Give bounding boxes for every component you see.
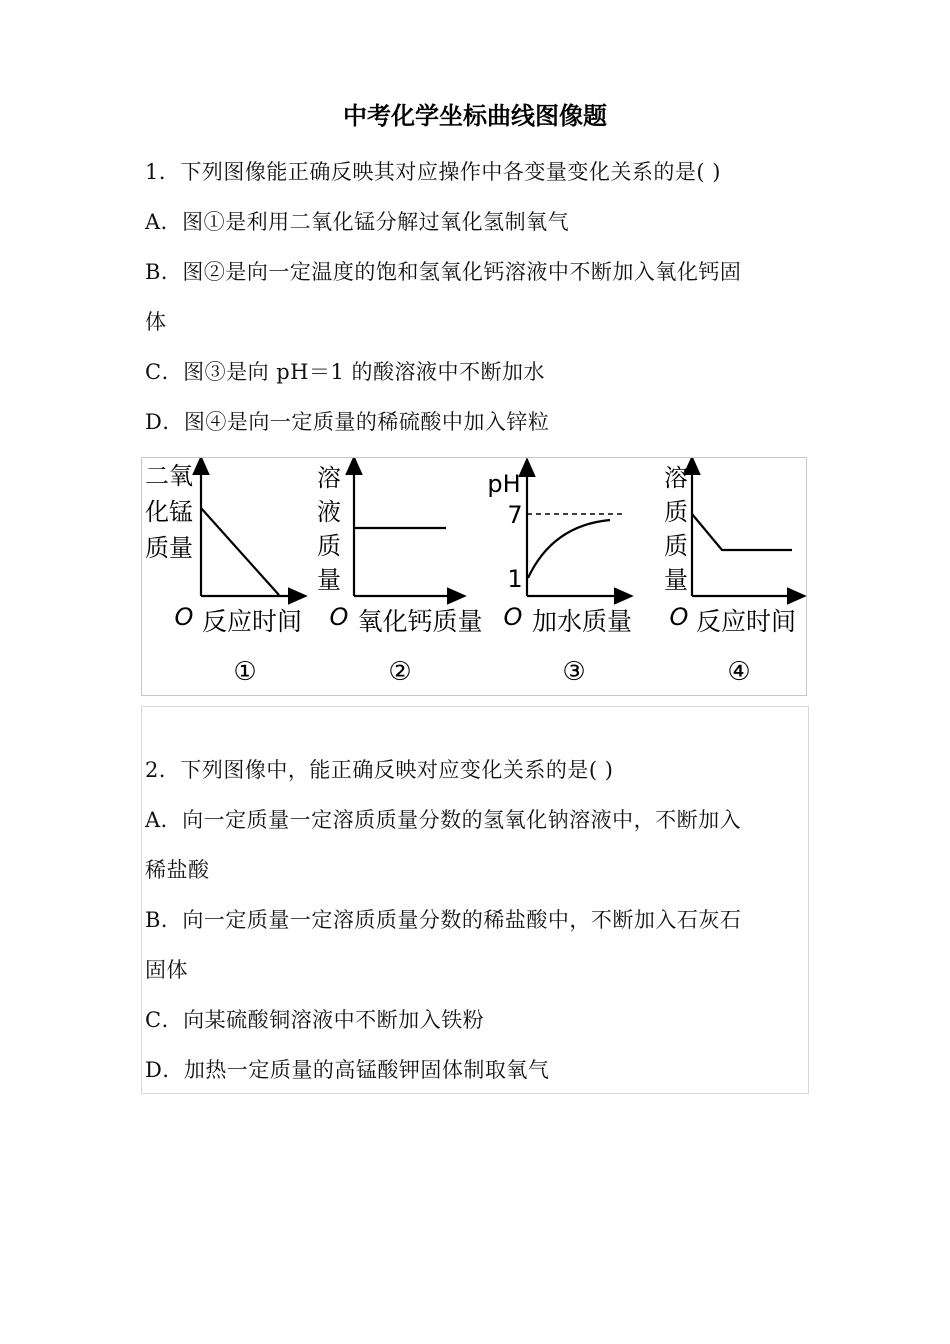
graph-1-xlabel: 反应时间 [201,607,303,636]
graph-1-origin: O [174,603,194,631]
q2-option-b: B．向一定质量一定溶质质量分数的稀盐酸中，不断加入石灰石 [145,908,742,932]
q2-option-c: C．向某硫酸铜溶液中不断加入铁粉 [145,1008,485,1032]
q2-option-a: A．向一定质量一定溶质质量分数的氢氧化钠溶液中，不断加入 [145,808,742,832]
graph-1-number: ① [233,657,257,687]
graph-2-ylabel-2: 液 [317,498,341,526]
graph-1 [145,462,302,687]
graph-1-curve [201,508,279,595]
graph-3-tick-7: 7 [507,501,523,529]
graph-2-ylabel-3: 质 [317,532,341,560]
q1-figures-svg [142,458,808,697]
graph-2-number: ② [388,657,412,687]
graph-3-tick-1: 1 [507,565,523,593]
q1-figures [141,457,807,696]
page-title: 中考化学坐标曲线图像题 [343,102,607,130]
graph-1-ylabel-2: 化锰 [145,498,193,526]
graph-3 [487,466,632,687]
q2-option-a-cont: 稀盐酸 [145,858,210,882]
graph-1-ylabel-3: 质量 [145,534,193,562]
graph-4-origin: O [669,603,689,631]
graph-3-origin: O [503,603,523,631]
graph-3-xlabel: 加水质量 [531,607,633,636]
q2-stem: 2．下列图像中，能正确反映对应变化关系的是( ) [145,758,614,782]
q2-option-d: D．加热一定质量的高锰酸钾固体制取氧气 [145,1058,550,1082]
graph-4-number: ④ [727,657,751,687]
graph-2-ylabel-1: 溶 [317,464,341,492]
q1-stem: 1．下列图像能正确反映其对应操作中各变量变化关系的是( ) [145,160,721,184]
graph-3-ylabel: pH [487,470,521,498]
graph-2-origin: O [329,603,349,631]
q1-option-b: B．图②是向一定温度的饱和氢氧化钙溶液中不断加入氧化钙固 [145,260,742,284]
graph-4-ylabel-2: 质 [664,498,688,526]
q1-option-b-cont: 体 [145,310,167,334]
q1-option-c: C．图③是向 pH＝1 的酸溶液中不断加水 [145,360,546,384]
q2-option-b-cont: 固体 [145,958,188,982]
graph-4-curve [692,514,792,550]
graph-2-xlabel: 氧化钙质量 [357,607,483,636]
graph-4-xlabel: 反应时间 [695,607,797,636]
q1-option-d: D．图④是向一定质量的稀硫酸中加入锌粒 [145,410,550,434]
graph-1-ylabel-1: 二氧 [145,462,193,490]
graph-2-ylabel-4: 量 [317,566,341,594]
graph-4 [664,464,798,687]
graph-2 [317,464,483,687]
graph-4-ylabel-1: 溶 [664,464,688,492]
q1-option-a: A．图①是利用二氧化锰分解过氧化氢制氧气 [145,210,570,234]
graph-4-ylabel-4: 量 [664,566,688,594]
graph-4-ylabel-3: 质 [664,532,688,560]
graph-3-number: ③ [562,657,586,687]
graph-3-curve [528,520,610,578]
